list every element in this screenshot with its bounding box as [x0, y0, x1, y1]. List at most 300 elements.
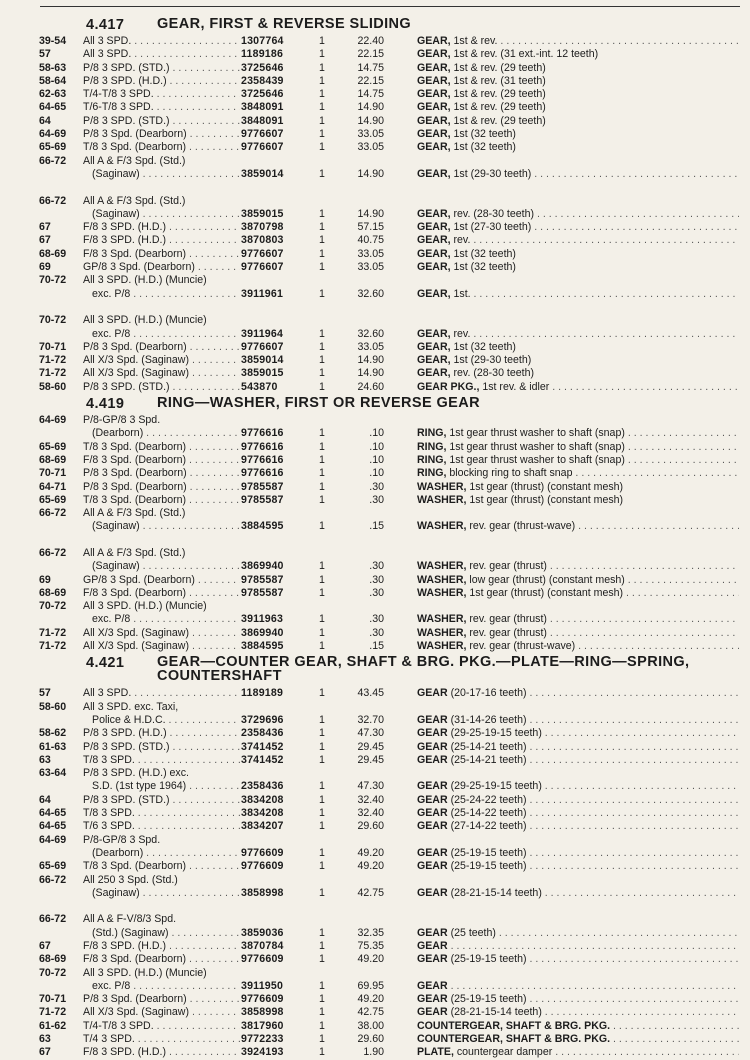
part-number: 9785587 — [241, 480, 284, 493]
price: 57.15 — [357, 221, 384, 234]
model-years: 64-69 — [39, 414, 67, 427]
application: T/4-T/8 3 SPD. . . . — [83, 88, 240, 101]
price: 22.15 — [357, 48, 384, 61]
part-row — [0, 613, 750, 626]
part-number: 3869940 — [241, 560, 284, 573]
model-years: 70-71 — [39, 467, 67, 480]
part-detail: rev. — [453, 234, 471, 247]
part-name: GEAR, — [417, 247, 451, 260]
part-row — [0, 101, 750, 114]
price: 24.60 — [357, 380, 384, 393]
quantity: 1 — [319, 640, 325, 653]
quantity: 1 — [319, 453, 325, 466]
part-detail: 1st & rev. (29 teeth) — [453, 114, 546, 127]
part-row — [0, 507, 750, 520]
part-row — [0, 274, 750, 287]
price: 22.40 — [357, 35, 384, 47]
price: .10 — [369, 440, 384, 453]
part-number: 3870798 — [241, 221, 284, 234]
part-name: WASHER, — [417, 613, 467, 626]
model-years: 69 — [39, 261, 51, 274]
price: 40.75 — [357, 234, 384, 247]
price: 33.05 — [357, 261, 384, 274]
description — [417, 288, 739, 301]
price: 33.05 — [357, 247, 384, 260]
price: 14.90 — [357, 207, 384, 220]
description — [417, 953, 739, 966]
application: (Std.) (Saginaw) . . . — [92, 927, 240, 940]
section-number: 4.419 — [86, 396, 125, 413]
part-name: GEAR, — [417, 221, 451, 234]
description — [417, 35, 739, 48]
application: All A & F/3 Spd. (Std.) — [83, 546, 186, 559]
quantity: 1 — [319, 573, 325, 586]
description — [417, 993, 739, 1006]
part-detail: 1st & rev. (29 teeth) — [453, 88, 546, 101]
part-detail: 1st gear thrust washer to shaft (snap) — [449, 453, 625, 466]
description — [417, 754, 739, 767]
part-name: COUNTERGEAR, SHAFT & BRG. PKG. — [417, 1019, 611, 1032]
part-detail: 1st (32 teeth) — [453, 247, 516, 260]
model-years: 65-69 — [39, 440, 67, 453]
application: F/8 3 SPD. (H.D.) . . . — [83, 234, 240, 247]
part-detail: (28-21-15-14 teeth) — [450, 1006, 542, 1019]
application: All A & F/3 Spd. (Std.) — [83, 154, 186, 167]
quantity: 1 — [319, 886, 325, 899]
quantity: 1 — [319, 48, 325, 61]
part-number: 3725646 — [241, 61, 284, 74]
part-detail: 1st gear (thrust) (constant mesh) — [469, 586, 624, 599]
price: 22.15 — [357, 74, 384, 87]
part-name: GEAR — [417, 793, 448, 806]
description — [417, 494, 739, 507]
quantity: 1 — [319, 221, 325, 234]
price: 29.60 — [357, 820, 384, 833]
part-row — [0, 427, 750, 440]
price: 33.05 — [357, 141, 384, 154]
part-name: GEAR, — [417, 261, 451, 274]
description — [417, 1006, 739, 1019]
part-row — [0, 913, 750, 926]
part-row — [0, 1033, 750, 1046]
part-name: WASHER, — [417, 480, 467, 493]
part-row — [0, 701, 750, 714]
part-name: GEAR — [417, 979, 448, 992]
part-number: 2358439 — [241, 74, 284, 87]
part-number: 9776609 — [241, 953, 284, 966]
part-number: 3741452 — [241, 753, 284, 766]
description — [417, 441, 739, 454]
quantity: 1 — [319, 820, 325, 833]
quantity: 1 — [319, 380, 325, 393]
application: P/8-GP/8 3 Spd. — [83, 414, 161, 427]
part-number: 3848091 — [241, 101, 284, 114]
price: 42.75 — [357, 1006, 384, 1019]
part-number: 9785587 — [241, 493, 284, 506]
quantity: 1 — [319, 753, 325, 766]
part-number: 3848091 — [241, 114, 284, 127]
part-name: GEAR, — [417, 74, 451, 87]
application: All 3 SPD. . . . — [83, 48, 240, 61]
part-name: GEAR — [417, 780, 448, 793]
quantity: 1 — [319, 740, 325, 753]
part-number: 1307764 — [241, 35, 284, 47]
part-name: GEAR — [417, 1006, 448, 1019]
application: P/8 3 Spd. (Dearborn) . . . — [83, 467, 240, 480]
part-row — [0, 195, 750, 208]
part-detail: 1st (29-30 teeth) — [453, 354, 532, 367]
model-years: 58-63 — [39, 61, 67, 74]
model-years: 71-72 — [39, 626, 67, 639]
application: F/8 3 Spd. (Dearborn) . . . — [83, 953, 240, 966]
price: 43.45 — [357, 687, 384, 700]
price: 49.20 — [357, 846, 384, 859]
part-row — [0, 288, 750, 301]
model-years: 68-69 — [39, 586, 67, 599]
part-detail: 1st (32 teeth) — [453, 261, 516, 274]
description — [417, 234, 739, 247]
model-years: 63 — [39, 753, 51, 766]
part-row — [0, 481, 750, 494]
model-years: 58-60 — [39, 380, 67, 393]
part-row — [0, 115, 750, 128]
model-years: 71-72 — [39, 354, 67, 367]
parts-catalog-page — [0, 15, 750, 1060]
model-years: 64-65 — [39, 807, 67, 820]
price: 33.05 — [357, 128, 384, 141]
quantity: 1 — [319, 367, 325, 380]
quantity: 1 — [319, 727, 325, 740]
description — [417, 341, 739, 354]
part-name: GEAR — [417, 727, 448, 740]
part-name: GEAR — [417, 740, 448, 753]
part-name: GEAR — [417, 687, 448, 700]
price: 32.40 — [357, 807, 384, 820]
part-name: GEAR — [417, 993, 448, 1006]
application: All X/3 Spd. (Saginaw) . . . — [83, 1006, 240, 1019]
part-name: GEAR — [417, 886, 448, 899]
part-row — [0, 341, 750, 354]
part-name: RING, — [417, 427, 447, 440]
quantity: 1 — [319, 613, 325, 626]
application: T/6 3 SPD. . . . — [83, 820, 240, 833]
model-years: 65-69 — [39, 493, 67, 506]
model-years: 66-72 — [39, 546, 67, 559]
part-detail: 1st. — [453, 287, 471, 300]
part-row — [0, 834, 750, 847]
part-name: GEAR — [417, 820, 448, 833]
part-name: GEAR — [417, 713, 448, 726]
part-detail: 1st (32 teeth) — [453, 340, 516, 353]
quantity: 1 — [319, 327, 325, 340]
price: 75.35 — [357, 940, 384, 952]
part-row — [0, 767, 750, 780]
part-row — [0, 600, 750, 613]
description — [417, 208, 739, 221]
part-row — [0, 234, 750, 247]
quantity: 1 — [319, 128, 325, 141]
price: 69.95 — [357, 979, 384, 992]
quantity: 1 — [319, 35, 325, 47]
price: .30 — [369, 626, 384, 639]
quantity: 1 — [319, 247, 325, 260]
description — [417, 794, 739, 807]
quantity: 1 — [319, 427, 325, 440]
description — [417, 248, 739, 261]
quantity: 1 — [319, 687, 325, 700]
part-name: GEAR, — [417, 35, 451, 47]
model-years: 64-65 — [39, 820, 67, 833]
application: P/8 3 SPD. (STD.) . . . — [83, 62, 240, 75]
application: All 3 SPD. exc. Taxi, — [83, 700, 179, 713]
part-number: 9776609 — [241, 993, 284, 1006]
price: .15 — [369, 640, 384, 653]
model-years: 67 — [39, 1046, 51, 1059]
application: P/8 3 SPD. (H.D.) . . . — [83, 75, 240, 88]
part-detail: rev. gear (thrust) — [469, 613, 547, 626]
part-number: 9776616 — [241, 453, 284, 466]
part-detail: (29-25-19-15 teeth) — [450, 727, 542, 740]
part-row — [0, 261, 750, 274]
part-number: 3869940 — [241, 626, 284, 639]
price: 32.60 — [357, 327, 384, 340]
part-detail: (25-14-22 teeth) — [450, 807, 527, 820]
price: 29.45 — [357, 740, 384, 753]
part-detail: rev. gear (thrust-wave) — [469, 640, 576, 653]
part-number: 1189189 — [241, 687, 284, 700]
part-number: 9772233 — [241, 1033, 284, 1046]
part-row — [0, 714, 750, 727]
quantity: 1 — [319, 114, 325, 127]
quantity: 1 — [319, 480, 325, 493]
price: 38.00 — [357, 1019, 384, 1032]
application: P/8 3 Spd. (Dearborn) . . . — [83, 993, 240, 1006]
part-row — [0, 1046, 750, 1059]
description — [417, 115, 739, 128]
model-years: 64-71 — [39, 480, 67, 493]
part-number: 3911961 — [241, 287, 284, 300]
price: .15 — [369, 520, 384, 533]
application: P/8-GP/8 3 Spd. — [83, 833, 161, 846]
part-detail: (25 teeth) — [450, 926, 496, 939]
description — [417, 75, 739, 88]
description — [417, 980, 739, 993]
part-row — [0, 980, 750, 993]
quantity: 1 — [319, 74, 325, 87]
application: T/8 3 Spd. (Dearborn) . . . — [83, 141, 240, 154]
application: All X/3 Spd. (Saginaw) . . . — [83, 640, 240, 653]
part-detail: (25-24-22 teeth) — [450, 793, 527, 806]
part-row — [0, 328, 750, 341]
part-detail: (25-19-15 teeth) — [450, 846, 527, 859]
part-row — [0, 441, 750, 454]
description — [417, 887, 739, 900]
part-detail: (31-14-26 teeth) — [450, 713, 527, 726]
application: (Saginaw) . . . — [92, 520, 240, 533]
description — [417, 587, 739, 600]
part-name: WASHER, — [417, 520, 467, 533]
description — [417, 807, 739, 820]
quantity: 1 — [319, 979, 325, 992]
quantity: 1 — [319, 560, 325, 573]
description — [417, 820, 739, 833]
description — [417, 574, 739, 587]
description — [417, 427, 739, 440]
application: P/8 3 SPD. (H.D.) exc. — [83, 767, 189, 780]
part-detail: 1st (32 teeth) — [453, 128, 516, 141]
application: All 3 SPD. (H.D.) (Muncie) — [83, 314, 207, 327]
part-row — [0, 48, 750, 61]
application: P/8 3 SPD. (STD.) . . . — [83, 115, 240, 128]
price: 32.35 — [357, 926, 384, 939]
price: 14.75 — [357, 88, 384, 101]
price: 32.40 — [357, 793, 384, 806]
application: P/8 3 Spd. (Dearborn) . . . — [83, 128, 240, 141]
part-number: 3859014 — [241, 167, 284, 180]
model-years: 61-62 — [39, 1019, 67, 1032]
application: T/4-T/8 3 SPD. . . . — [83, 1020, 240, 1033]
price: .30 — [369, 493, 384, 506]
section-header — [0, 15, 750, 35]
part-name: PLATE, — [417, 1046, 454, 1059]
price: 42.75 — [357, 886, 384, 899]
application: (Saginaw) . . . — [92, 560, 240, 573]
part-row — [0, 574, 750, 587]
part-number: 9785587 — [241, 586, 284, 599]
part-number: 9776616 — [241, 467, 284, 480]
quantity: 1 — [319, 61, 325, 74]
description — [417, 481, 739, 494]
row-spacer — [0, 900, 750, 913]
part-number: 9776607 — [241, 141, 284, 154]
application: P/8 3 SPD. (STD.) . . . — [83, 381, 240, 394]
part-detail: (25-19-15 teeth) — [450, 953, 527, 966]
part-row — [0, 208, 750, 221]
part-number: 3911963 — [241, 613, 284, 626]
part-row — [0, 967, 750, 980]
price: 47.30 — [357, 780, 384, 793]
price: 33.05 — [357, 340, 384, 353]
part-number: 9776607 — [241, 247, 284, 260]
part-name: GEAR, — [417, 234, 451, 247]
section-header — [0, 394, 750, 414]
model-years: 68-69 — [39, 247, 67, 260]
part-detail: 1st & rev. (31 teeth) — [453, 74, 546, 87]
application: S.D. (1st type 1964) . . . — [92, 780, 240, 793]
section-title: GEAR, FIRST & REVERSE SLIDING — [157, 16, 412, 32]
part-name: GEAR — [417, 846, 448, 859]
application: All A & F/3 Spd. (Std.) — [83, 194, 186, 207]
description — [417, 1046, 739, 1059]
part-number: 9776607 — [241, 340, 284, 353]
part-row — [0, 381, 750, 394]
price: .30 — [369, 613, 384, 626]
quantity: 1 — [319, 207, 325, 220]
part-detail: (25-14-21 teeth) — [450, 753, 527, 766]
description — [417, 860, 739, 873]
part-number: 3834208 — [241, 793, 284, 806]
part-name: COUNTERGEAR, SHAFT & BRG. PKG. — [417, 1033, 611, 1046]
model-years: 63-64 — [39, 767, 67, 780]
part-row — [0, 640, 750, 653]
part-number: 3911964 — [241, 327, 284, 340]
model-years: 66-72 — [39, 507, 67, 520]
section-number: 4.421 — [86, 655, 125, 672]
part-detail: blocking ring to shaft snap — [449, 467, 573, 480]
part-detail: 1st & rev. — [453, 35, 498, 47]
part-number: 2358436 — [241, 727, 284, 740]
part-name: GEAR, — [417, 88, 451, 101]
part-row — [0, 354, 750, 367]
part-detail: 1st & rev. (31 ext.-int. 12 teeth) — [453, 48, 599, 61]
model-years: 65-69 — [39, 141, 67, 154]
model-years: 58-62 — [39, 727, 67, 740]
application: P/8 3 SPD. (H.D.) . . . — [83, 727, 240, 740]
part-name: GEAR, — [417, 167, 451, 180]
part-row — [0, 727, 750, 740]
part-name: GEAR, — [417, 340, 451, 353]
model-years: 70-71 — [39, 340, 67, 353]
part-name: GEAR, — [417, 327, 451, 340]
application: F/8 3 SPD. (H.D.) . . . — [83, 221, 240, 234]
price: .10 — [369, 427, 384, 440]
description — [417, 48, 739, 61]
application: (Dearborn) . . . — [92, 427, 240, 440]
application: T/6-T/8 3 SPD. . . . — [83, 101, 240, 114]
part-row — [0, 168, 750, 181]
row-spacer — [0, 534, 750, 547]
application: All 250 3 Spd. (Std.) — [83, 873, 178, 886]
quantity: 1 — [319, 1046, 325, 1059]
quantity: 1 — [319, 520, 325, 533]
part-row — [0, 587, 750, 600]
part-row — [0, 780, 750, 793]
model-years: 58-64 — [39, 74, 67, 87]
part-detail: rev. gear (thrust-wave) — [469, 520, 576, 533]
part-number: 3834208 — [241, 807, 284, 820]
part-row — [0, 520, 750, 533]
model-years: 58-60 — [39, 700, 67, 713]
description — [417, 613, 739, 626]
application: T/8 3 SPD. . . . — [83, 754, 240, 767]
part-name: GEAR, — [417, 101, 451, 114]
quantity: 1 — [319, 993, 325, 1006]
section-title: GEAR—COUNTER GEAR, SHAFT & BRG. PKG.—PLATE—RING—SPRING, COUNTERSHAFT — [157, 654, 690, 685]
price: 49.20 — [357, 953, 384, 966]
model-years: 66-72 — [39, 873, 67, 886]
part-detail: 1st gear thrust washer to shaft (snap) — [449, 427, 625, 440]
application: (Saginaw) . . . — [92, 208, 240, 221]
part-detail: rev. — [453, 327, 471, 340]
quantity: 1 — [319, 953, 325, 966]
part-row — [0, 414, 750, 427]
model-years: 69 — [39, 573, 51, 586]
quantity: 1 — [319, 860, 325, 873]
price: .30 — [369, 586, 384, 599]
part-number: 2358436 — [241, 780, 284, 793]
part-number: 3858998 — [241, 1006, 284, 1019]
quantity: 1 — [319, 88, 325, 101]
part-name: WASHER, — [417, 586, 467, 599]
part-detail: rev. (28-30 teeth) — [453, 207, 534, 220]
part-row — [0, 874, 750, 887]
application: F/8 3 SPD. (H.D.) . . . — [83, 940, 240, 953]
part-name: GEAR, — [417, 207, 451, 220]
application: (Saginaw) . . . — [92, 887, 240, 900]
quantity: 1 — [319, 234, 325, 247]
model-years: 67 — [39, 940, 51, 952]
part-number: 1189186 — [241, 48, 284, 61]
